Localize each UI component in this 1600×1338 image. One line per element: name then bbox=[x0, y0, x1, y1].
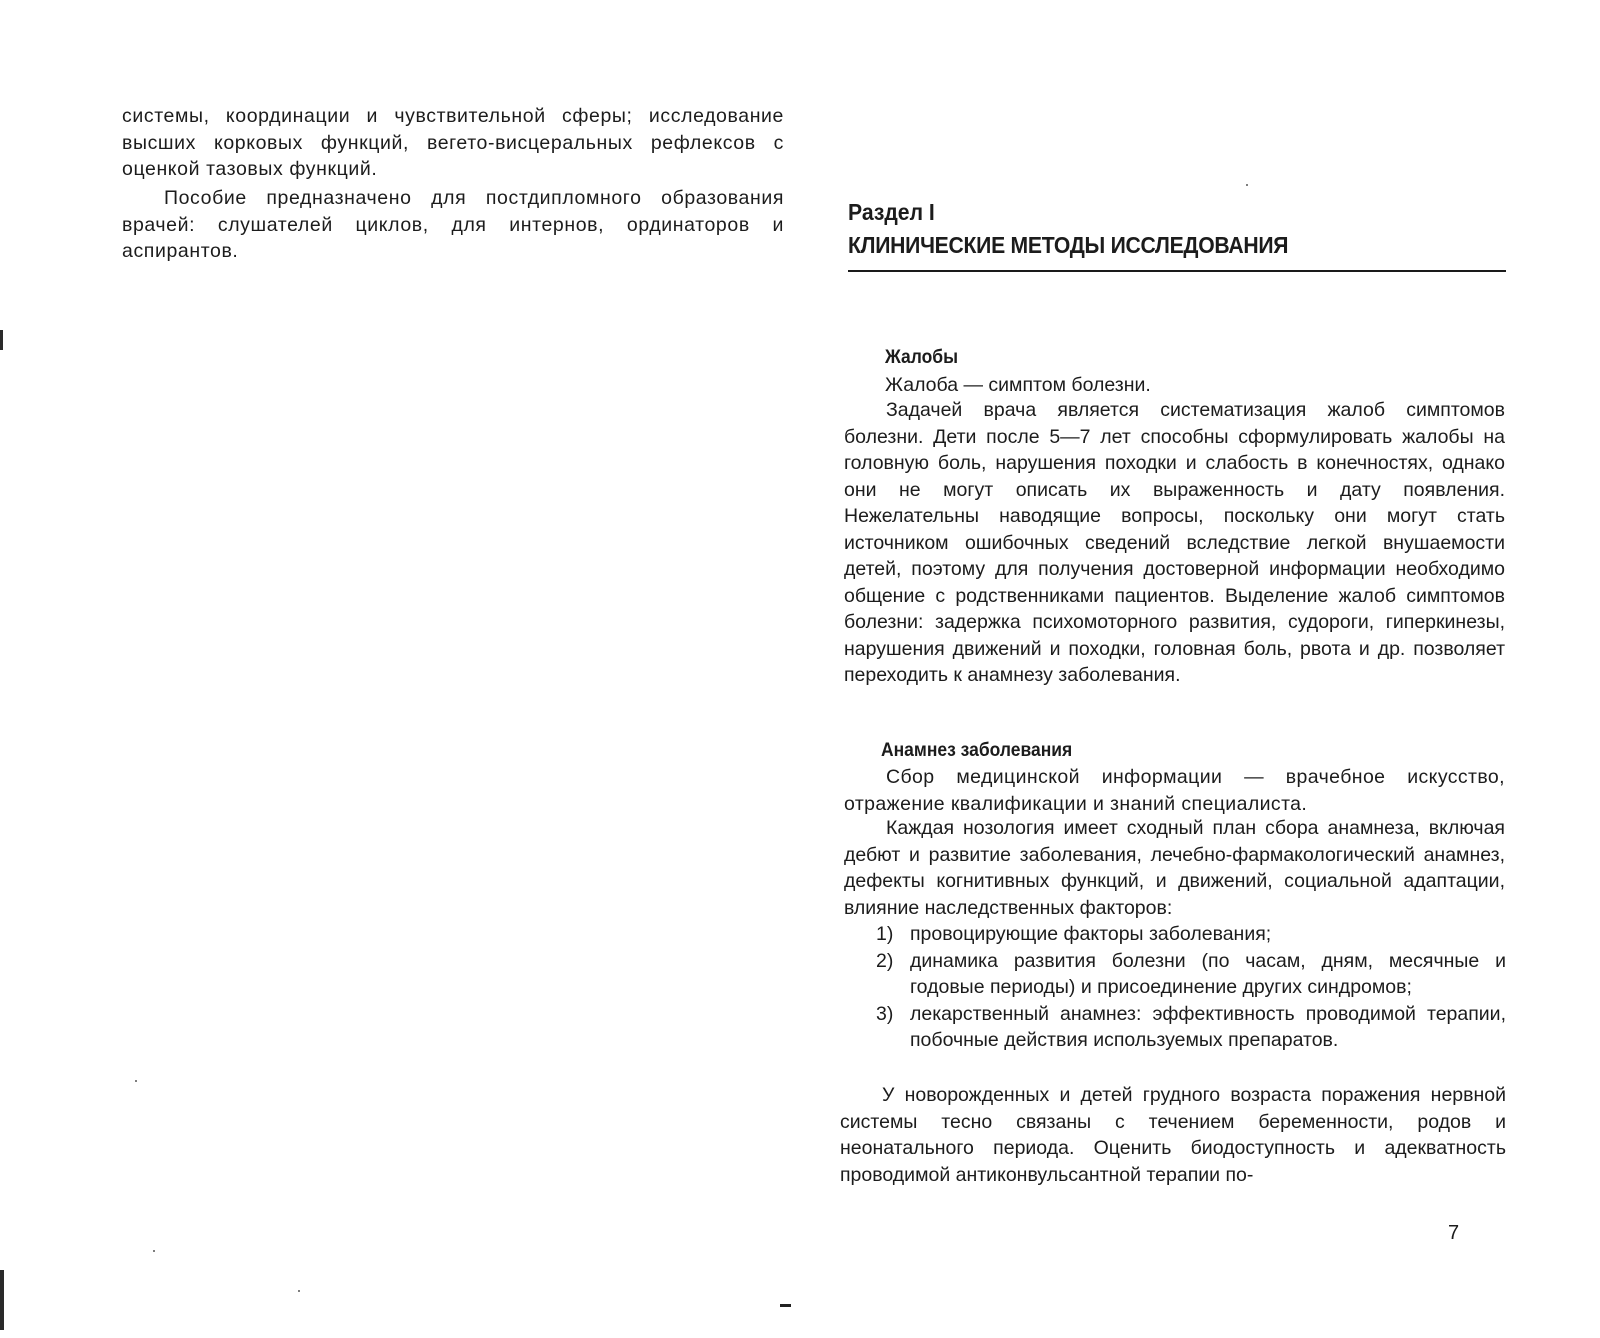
complaints-paragraph: Жалоба — симптом болезни. bbox=[885, 374, 1151, 396]
scan-speck bbox=[153, 1250, 155, 1252]
list-item-text: лекарственный анамнез: эффективность проводимой терапии, побочные действия используемых препаратов. bbox=[910, 1002, 1506, 1051]
anamnesis-paragraph: Каждая нозология имеет сходный план сбора анамнеза, включая дебют и развитие заболевания, лечебно-фармакологический анамнез, дефекты когнитивных функций, и движений, социальной адаптации, влияние наследственных факторов: bbox=[844, 817, 1505, 919]
right-page bbox=[800, 0, 1600, 1338]
list-item bbox=[876, 1001, 1506, 1054]
scan-speck bbox=[1246, 184, 1248, 186]
binding-shadow bbox=[0, 1270, 4, 1330]
binding-shadow bbox=[0, 330, 3, 350]
left-page-paragraph: Пособие предназначено для постдипломного образования врачей: слушателей циклов, для интернов, ординаторов и аспирантов. bbox=[122, 187, 784, 262]
list-item-text: провоцирующие факторы заболевания; bbox=[910, 923, 1272, 945]
list-item-number: 3) bbox=[876, 1002, 894, 1025]
list-item-number: 2) bbox=[876, 949, 894, 972]
section-title: КЛИНИЧЕСКИЕ МЕТОДЫ ИССЛЕДОВАНИЯ bbox=[848, 232, 1289, 258]
list-item bbox=[876, 921, 1506, 948]
list-item-number: 1) bbox=[876, 923, 894, 945]
complaints-heading: Жалобы bbox=[885, 347, 959, 368]
scan-mark bbox=[780, 1304, 791, 1307]
section-label: Раздел I bbox=[848, 199, 935, 225]
left-page-paragraph: системы, координации и чувствительной сферы; исследование высших корковых функций, вегето-висцеральных рефлексов с оценкой тазовых функций. bbox=[122, 105, 784, 180]
page-number: 7 bbox=[1448, 1222, 1460, 1244]
scan-speck bbox=[135, 1080, 137, 1082]
anamnesis-heading: Анамнез заболевания bbox=[881, 740, 1073, 761]
list-item bbox=[876, 948, 1506, 1001]
anamnesis-paragraph: У новорожденных и детей грудного возраста поражения нервной системы тесно связаны с течением беременности, родов и неонатального периода. Оценить биодоступность и адекватность проводимой антиконвульсантной терапии по- bbox=[840, 1084, 1506, 1186]
complaints-paragraph: Задачей врача является систематизация жалоб симптомов болезни. Дети после 5—7 лет способны сформулировать жалобы на головную боль, нарушения походки и слабость в конечностях, однако они не могут описать их выраженность и дату появления. Нежелательны наводящие вопросы, поскольку они могут стать источником ошибочных сведений вследствие легкой внушаемости детей, поэтому для получения достоверной информации необходимо общение с родственниками пациентов. Выделение жалоб симптомов болезни: задержка психомоторного развития, судороги, гиперкинезы, нарушения движений и походки, головная боль, рвота и др. позволяет переходить к анамнезу заболевания. bbox=[844, 399, 1505, 686]
numbered-list bbox=[876, 921, 1506, 1054]
list-item-text: динамика развития болезни (по часам, дням, месячные и годовые периоды) и присоединение других синдромов; bbox=[910, 949, 1506, 998]
title-underline bbox=[848, 270, 1506, 272]
scan-speck bbox=[298, 1290, 300, 1292]
anamnesis-paragraph: Сбор медицинской информации — врачебное искусство, отражение квалификации и знаний специалиста. bbox=[844, 766, 1505, 815]
